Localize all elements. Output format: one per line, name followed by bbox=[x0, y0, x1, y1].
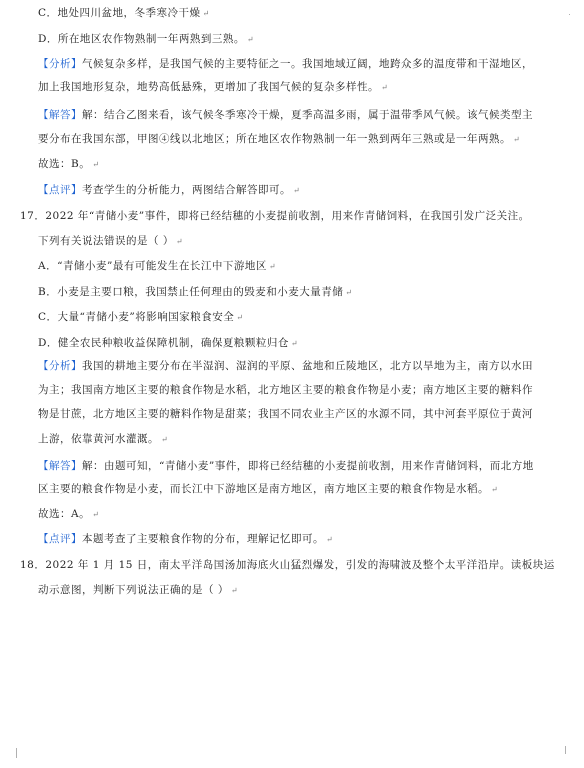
question16-analysis: 【分析】气候复杂多样，是我国气候的主要特征之一。我国地域辽阔，地跨众多的温度带和干湿地区， bbox=[38, 58, 533, 70]
paragraph-mark-icon: ↵ bbox=[293, 186, 301, 195]
paragraph-mark-icon: ↵ bbox=[513, 135, 521, 144]
question17-option-c: C．大量“青储小麦”将影响国家粮食安全 ↵ bbox=[38, 311, 244, 323]
paragraph-mark-icon: ↵ bbox=[230, 586, 239, 595]
question17-choice: 故选：A。 ↵ bbox=[38, 508, 100, 520]
paragraph-mark-icon: ↵ bbox=[236, 313, 244, 322]
paragraph-mark-icon: ↵ bbox=[326, 535, 334, 544]
question17-option-b: B．小麦是主要口粮，我国禁止任何理由的毁麦和小麦大量青储 ↵ bbox=[38, 286, 353, 298]
question16-option-c: C．地处四川盆地，冬季寒冷干燥 ↵ bbox=[38, 7, 210, 19]
question17-analysis: 【分析】我国的耕地主要分布在半湿润、湿润的平原、盆地和丘陵地区，北方以旱地为主，南方以水田 bbox=[38, 360, 533, 372]
paragraph-mark-icon: ↵ bbox=[381, 83, 389, 92]
question16-answer-cont: 要分布在我国东部，甲图④线以北地区；所在地区农作物熟制一年一熟到两年三熟或是一年两熟。 ↵ bbox=[38, 133, 521, 145]
paragraph-mark-icon: ↵ bbox=[175, 237, 184, 246]
question17-stem-cont: 下列有关说法错误的是（ ） ↵ bbox=[38, 235, 184, 247]
paragraph-mark-icon: ↵ bbox=[268, 262, 277, 271]
question17-analysis-cont3: 上游，依靠黄河水灌溉。 ↵ bbox=[38, 433, 169, 445]
analysis-tag: 【分析】 bbox=[38, 58, 82, 70]
comment-tag: 【点评】 bbox=[38, 184, 82, 196]
analysis-tag: 【分析】 bbox=[38, 360, 82, 372]
question16-analysis-cont: 加上我国地形复杂，地势高低悬殊，更增加了我国气候的复杂多样性。 ↵ bbox=[38, 81, 389, 93]
question18-stem-cont: 动示意图，判断下列说法正确的是（ ） ↵ bbox=[38, 584, 239, 596]
paragraph-mark-icon: ↵ bbox=[290, 339, 299, 348]
question17-comment: 【点评】本题考查了主要粮食作物的分布，理解记忆即可。 ↵ bbox=[38, 533, 334, 545]
question17-option-d: D．健全农民种粮收益保障机制，确保夏粮颗粒归仓 ↵ bbox=[38, 337, 299, 349]
margin-corner-top-right bbox=[569, 14, 570, 15]
question17-answer: 【解答】解：由题可知，“青储小麦”事件，即将已经结穗的小麦提前收割，用来作青储饲料，而北方地 bbox=[38, 460, 534, 472]
question18-stem: 18．2022 年 1 月 15 日，南太平洋岛国汤加海底火山猛烈爆发，引发的海啸波及整个太平洋沿岸。读板块运 bbox=[20, 559, 555, 571]
question17-analysis-cont2: 物是甘蔗，北方地区主要的糖料作物是甜菜；我国不同农业主产区的水源不同，其中河套平原位于黄河 bbox=[38, 408, 533, 420]
question16-choice: 故选：B。 ↵ bbox=[38, 158, 100, 170]
question16-option-d: D．所在地区农作物熟制一年两熟到三熟。 ↵ bbox=[38, 33, 255, 45]
question16-comment: 【点评】考查学生的分析能力，两图结合解答即可。 ↵ bbox=[38, 184, 301, 196]
paragraph-mark-icon: ↵ bbox=[92, 160, 100, 169]
paragraph-mark-icon: ↵ bbox=[491, 485, 499, 494]
comment-tag: 【点评】 bbox=[38, 533, 82, 545]
question17-analysis-cont1: 为主；我国南方地区主要的粮食作物是水稻，北方地区主要的粮食作物是小麦；南方地区主要的糖料作 bbox=[38, 384, 533, 396]
paragraph-mark-icon: ↵ bbox=[161, 435, 169, 444]
paragraph-mark-icon: ↵ bbox=[246, 35, 255, 44]
question17-answer-cont: 区主要的粮食作物是小麦，而长江中下游地区是南方地区，南方地区主要的粮食作物是水稻。 ↵ bbox=[38, 483, 499, 495]
answer-tag: 【解答】 bbox=[38, 109, 82, 121]
question17-option-a: A．“青储小麦”最有可能发生在长江中下游地区 ↵ bbox=[38, 260, 277, 272]
paragraph-mark-icon: ↵ bbox=[202, 9, 210, 18]
margin-corner-bottom-right bbox=[565, 746, 566, 754]
answer-tag: 【解答】 bbox=[38, 460, 82, 472]
question16-answer: 【解答】解：结合乙图来看，该气候冬季寒冷干燥，夏季高温多雨，属于温带季风气候。该气候类型主 bbox=[38, 109, 533, 121]
question17-stem: 17．2022 年“青储小麦”事件，即将已经结穗的小麦提前收割，用来作青储饲料，在我国引发广泛关注。 bbox=[20, 210, 530, 222]
paragraph-mark-icon: ↵ bbox=[345, 288, 353, 297]
margin-corner-bottom-left bbox=[16, 748, 17, 758]
paragraph-mark-icon: ↵ bbox=[92, 510, 100, 519]
